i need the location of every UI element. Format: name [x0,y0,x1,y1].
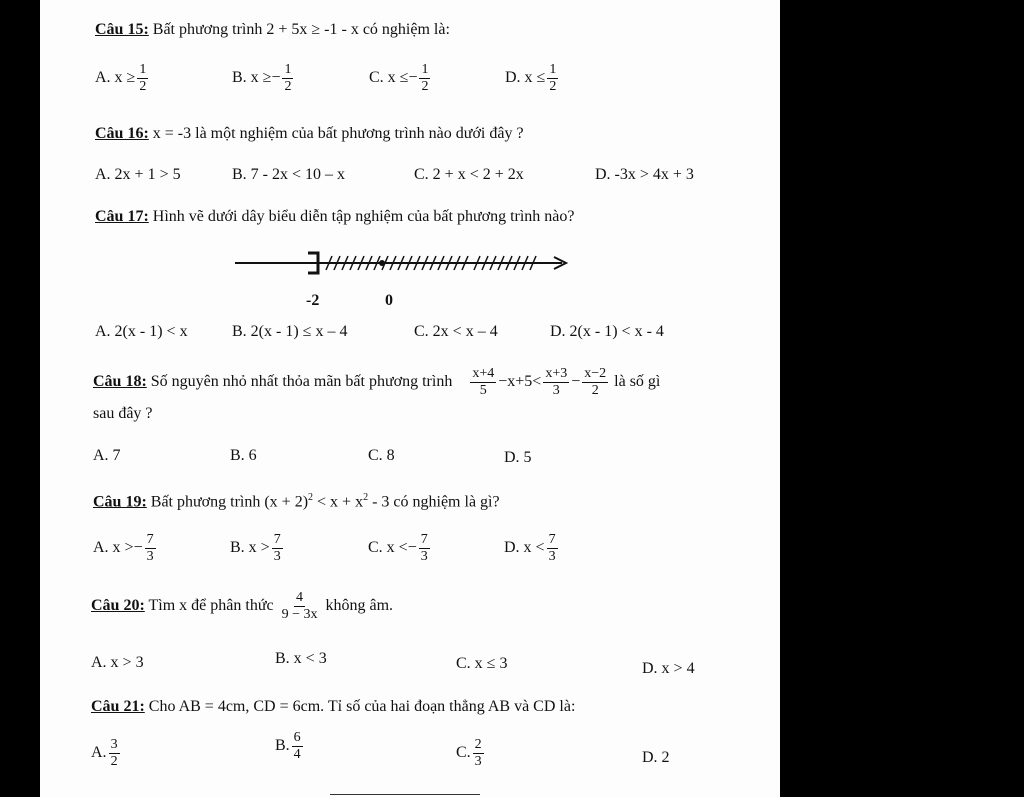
q20-option-c: C. x ≤ 3 [456,655,508,672]
question-15-label: Câu 15: [95,21,149,38]
fraction [145,532,156,565]
q16-option-b: B. 7 - 2x < 10 – x [232,166,346,183]
option-prefix: C. [456,744,471,762]
option-sign: − [407,539,417,557]
q15-option-d [505,62,560,95]
fraction-numerator: 2 [474,737,482,752]
q18-option-d: D. 5 [504,449,532,466]
question-16-text: x = -3 là một nghiệm của bất phương trình nào dưới đây ? [152,125,524,142]
q16-option-c: C. 2 + x < 2 + 2x [414,166,524,183]
question-19-text-c: - 3 có nghiệm là gì? [368,493,500,511]
fraction [582,366,608,399]
q17-option-b: B. 2(x - 1) ≤ x – 4 [232,323,348,340]
option-sign: − [408,69,418,87]
fraction-numerator: x+4 [472,365,495,381]
option-prefix: B. [275,737,290,755]
fraction-numerator: x+3 [545,365,568,381]
axis-label-0: 0 [385,292,393,309]
q21-option-b [275,730,305,763]
q18-option-a: A. 7 [93,447,121,464]
question-17-label: Câu 17: [95,208,149,225]
fraction [272,532,283,565]
fraction-denominator: 3 [146,549,154,564]
q15-option-a [95,62,150,95]
fraction [419,532,430,565]
question-17-text: Hình vẽ dưới dây biểu diễn tập nghiệm của bất phương trình nào? [152,208,575,225]
question-18-text-after: là số gì [614,373,661,390]
fraction [543,366,569,399]
fraction [547,62,558,95]
fraction-numerator: 1 [549,62,557,77]
question-15 [95,20,450,40]
fraction [109,737,120,770]
q19-option-b [230,532,285,565]
fraction-denominator: 2 [549,79,557,94]
question-18-label: Câu 18: [93,373,147,390]
question-19 [93,488,500,512]
fraction-numerator: 6 [293,730,301,745]
fraction-denominator: 2 [284,79,292,94]
q19-option-d [504,532,560,565]
fraction-numerator: 1 [284,62,292,77]
option-prefix: A. x ≥ [95,69,136,87]
fraction-denominator: 3 [420,549,428,564]
question-20 [91,586,393,626]
question-16 [95,124,524,144]
question-21-label: Câu 21: [91,698,145,715]
fraction-numerator: x−2 [584,365,607,381]
option-prefix: B. x ≥ [232,69,272,87]
fraction [473,737,484,770]
question-19-text-a: Bất phương trình (x + 2) [150,493,309,511]
fraction-numerator: 7 [548,532,556,547]
fraction-numerator: 7 [273,532,281,547]
q20-option-d: D. x > 4 [642,660,695,677]
option-prefix: C. x < [368,539,408,557]
question-15-text: Bất phương trình 2 + 5x ≥ -1 - x có nghiệm là: [152,21,450,38]
option-prefix: B. x > [230,539,270,557]
fraction-numerator: 4 [296,589,304,605]
q16-option-d: D. -3x > 4x + 3 [595,166,694,183]
fraction-numerator: 7 [420,532,428,547]
fraction [280,590,320,623]
question-17 [95,207,575,227]
fraction [292,730,303,763]
q16-option-a: A. 2x + 1 > 5 [95,166,181,183]
fraction-denominator: 3 [474,754,482,769]
fraction [470,366,496,399]
fraction [419,62,430,95]
question-20-label: Câu 20: [91,597,145,614]
fraction-denominator: 2 [591,382,599,398]
question-18-text: Số nguyên nhỏ nhất thỏa mãn bất phương trình [150,373,453,390]
q18-option-c: C. 8 [368,447,395,464]
fraction-numerator: 1 [421,62,429,77]
q17-option-d: D. 2(x - 1) < x - 4 [550,323,664,340]
option-prefix: D. x ≤ [505,69,546,87]
fraction-denominator: 2 [421,79,429,94]
fraction-denominator: 3 [273,549,281,564]
q17-option-a: A. 2(x - 1) < x [95,323,188,340]
option-prefix: C. x ≤ [369,69,409,87]
option-prefix: A. x > [93,539,134,557]
fraction [547,532,558,565]
zero-point-marker [379,260,385,266]
fraction-denominator: 9 − 3x [281,606,318,622]
q20-option-b: B. x < 3 [275,650,327,667]
option-prefix: D. x < [504,539,545,557]
q15-option-c [369,62,432,95]
fraction-denominator: 5 [479,382,487,398]
option-prefix: A. [91,744,107,762]
question-18 [93,362,660,402]
question-19-text-b: < x + x [313,493,364,511]
question-20-text-after: không âm. [325,597,394,614]
fraction-numerator: 1 [139,62,147,77]
number-line-diagram [230,248,575,280]
fraction [282,62,293,95]
q21-option-a [91,737,122,770]
q21-option-d: D. 2 [642,749,670,766]
fraction-numerator: 3 [110,737,118,752]
question-19-label: Câu 19: [93,493,147,511]
question-21 [91,697,575,717]
fraction-denominator: 2 [110,754,118,769]
option-sign: − [271,69,281,87]
worksheet-page [40,0,780,797]
minus-sign: − [571,373,581,390]
q18-option-b: B. 6 [230,447,257,464]
exponent: 2 [363,492,369,503]
axis-label-minus-2: -2 [306,292,320,309]
question-20-text: Tìm x để phân thức [148,597,274,614]
question-16-label: Câu 16: [95,125,149,142]
q21-option-c [456,737,486,770]
fraction-denominator: 2 [139,79,147,94]
fraction [137,62,148,95]
fraction-denominator: 3 [548,549,556,564]
q15-option-b [232,62,295,95]
page-bottom-rule [330,794,480,795]
question-21-text: Cho AB = 4cm, CD = 6cm. Tỉ số của hai đoạn thẳng AB và CD là: [148,698,576,715]
q17-option-c: C. 2x < x – 4 [414,323,498,340]
fraction-denominator: 3 [552,382,560,398]
q19-option-c [368,532,432,565]
exponent: 2 [308,492,314,503]
q19-option-a [93,532,158,565]
question-18-line2: sau đây ? [93,405,153,422]
fraction-denominator: 4 [293,747,301,762]
fraction-numerator: 7 [146,532,154,547]
q20-option-a: A. x > 3 [91,654,144,671]
inequality-middle: −x+5< [498,373,542,390]
option-sign: − [133,539,143,557]
